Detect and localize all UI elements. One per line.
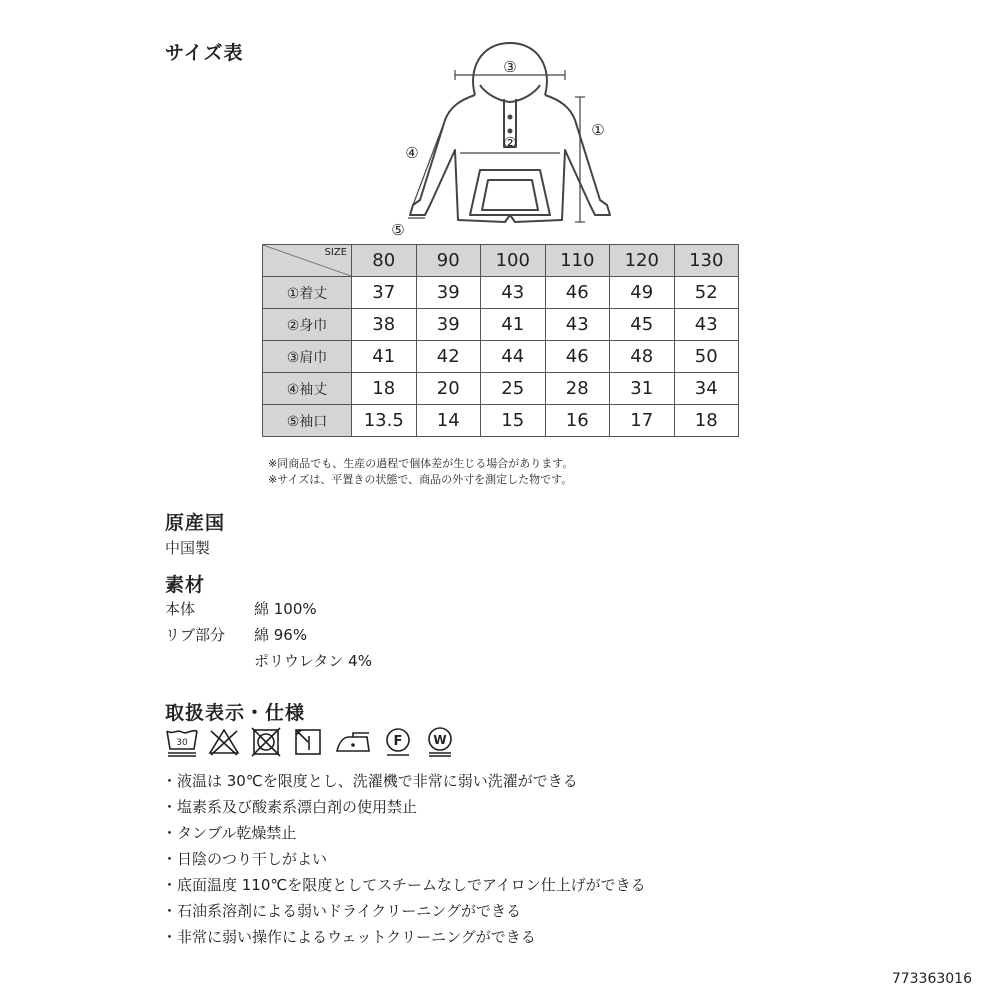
- table-cell: 43: [481, 277, 546, 309]
- care-list: [162, 768, 646, 950]
- table-row: [263, 405, 739, 437]
- list-item: ・底面温度 110℃を限度としてスチームなしでアイロン仕上げができる: [162, 876, 646, 894]
- table-cell: 14: [416, 405, 481, 437]
- table-row: [263, 341, 739, 373]
- material-rib-label: リブ部分: [165, 626, 226, 644]
- product-code: 773363016: [891, 971, 972, 987]
- row-label: ④袖丈: [263, 373, 352, 405]
- no-bleach-icon: [207, 725, 241, 759]
- iron-low-icon: [333, 725, 373, 759]
- table-cell: 46: [545, 341, 610, 373]
- size-header: 90: [416, 245, 481, 277]
- table-cell: 43: [674, 309, 739, 341]
- size-header: 110: [545, 245, 610, 277]
- table-cell: 16: [545, 405, 610, 437]
- hoodie-measurement-diagram: [380, 35, 620, 245]
- wet-clean-w-icon: [423, 725, 457, 759]
- table-corner: [263, 245, 352, 277]
- table-cell: 17: [610, 405, 675, 437]
- table-cell: 37: [352, 277, 417, 309]
- row-label: ②身巾: [263, 309, 352, 341]
- table-cell: 44: [481, 341, 546, 373]
- size-header: 80: [352, 245, 417, 277]
- table-cell: 25: [481, 373, 546, 405]
- table-cell: 28: [545, 373, 610, 405]
- size-header: 120: [610, 245, 675, 277]
- table-row: [263, 309, 739, 341]
- table-cell: 38: [352, 309, 417, 341]
- table-cell: 34: [674, 373, 739, 405]
- table-cell: 39: [416, 309, 481, 341]
- list-item: ・日陰のつり干しがよい: [162, 850, 328, 868]
- marker-5: ⑤: [391, 221, 405, 239]
- material-body-value: 綿 100%: [254, 600, 317, 618]
- list-item: ・非常に弱い操作によるウェットクリーニングができる: [162, 928, 536, 946]
- wash-30-gentle-icon: [165, 725, 199, 759]
- size-note: ※同商品でも、生産の過程で個体差が生じる場合があります。: [268, 457, 574, 470]
- wash-temp-label: 30: [176, 738, 188, 748]
- material-rib-value-1: 綿 96%: [254, 626, 308, 644]
- table-cell: 31: [610, 373, 675, 405]
- table-cell: 43: [545, 309, 610, 341]
- size-section-title: サイズ表: [165, 42, 244, 64]
- material-rib-value-2: ポリウレタン 4%: [254, 652, 372, 670]
- dryclean-letter: F: [393, 734, 403, 749]
- table-cell: 52: [674, 277, 739, 309]
- size-header: 100: [481, 245, 546, 277]
- size-table: [262, 244, 739, 437]
- table-cell: 15: [481, 405, 546, 437]
- origin-title: 原産国: [165, 512, 226, 534]
- table-cell: 42: [416, 341, 481, 373]
- table-cell: 39: [416, 277, 481, 309]
- row-label: ①着丈: [263, 277, 352, 309]
- table-header-row: [263, 245, 739, 277]
- material-title: 素材: [165, 574, 206, 596]
- list-item: ・液温は 30℃を限度とし、洗濯機で非常に弱い洗濯ができる: [162, 772, 578, 790]
- list-item: ・石油系溶剤による弱いドライクリーニングができる: [162, 902, 521, 920]
- table-cell: 41: [481, 309, 546, 341]
- table-cell: 46: [545, 277, 610, 309]
- list-item: ・塩素系及び酸素系漂白剤の使用禁止: [162, 798, 418, 816]
- table-cell: 49: [610, 277, 675, 309]
- care-icons-row: [165, 722, 457, 762]
- table-row: [263, 373, 739, 405]
- care-title: 取扱表示・仕様: [165, 702, 306, 724]
- table-cell: 20: [416, 373, 481, 405]
- row-label: ⑤袖口: [263, 405, 352, 437]
- origin-value: 中国製: [165, 539, 211, 557]
- table-row: [263, 277, 739, 309]
- shade-line-dry-icon: [291, 725, 325, 759]
- no-tumble-dry-icon: [249, 725, 283, 759]
- table-cell: 41: [352, 341, 417, 373]
- marker-4: ④: [405, 144, 419, 162]
- marker-2: ②: [503, 134, 517, 152]
- list-item: ・タンブル乾燥禁止: [162, 824, 297, 842]
- dry-clean-f-icon: [381, 725, 415, 759]
- table-cell: 18: [674, 405, 739, 437]
- corner-size-label: SIZE: [324, 247, 347, 258]
- size-header: 130: [674, 245, 739, 277]
- marker-1: ①: [591, 121, 605, 139]
- size-note: ※サイズは、平置きの状態で、商品の外寸を測定した物です。: [268, 473, 573, 486]
- table-cell: 50: [674, 341, 739, 373]
- material-body-label: 本体: [165, 600, 196, 618]
- table-cell: 45: [610, 309, 675, 341]
- size-notes: [268, 456, 573, 488]
- table-cell: 13.5: [352, 405, 417, 437]
- table-cell: 18: [352, 373, 417, 405]
- wetclean-letter: W: [433, 733, 447, 747]
- row-label: ③肩巾: [263, 341, 352, 373]
- marker-3: ③: [503, 58, 517, 76]
- table-cell: 48: [610, 341, 675, 373]
